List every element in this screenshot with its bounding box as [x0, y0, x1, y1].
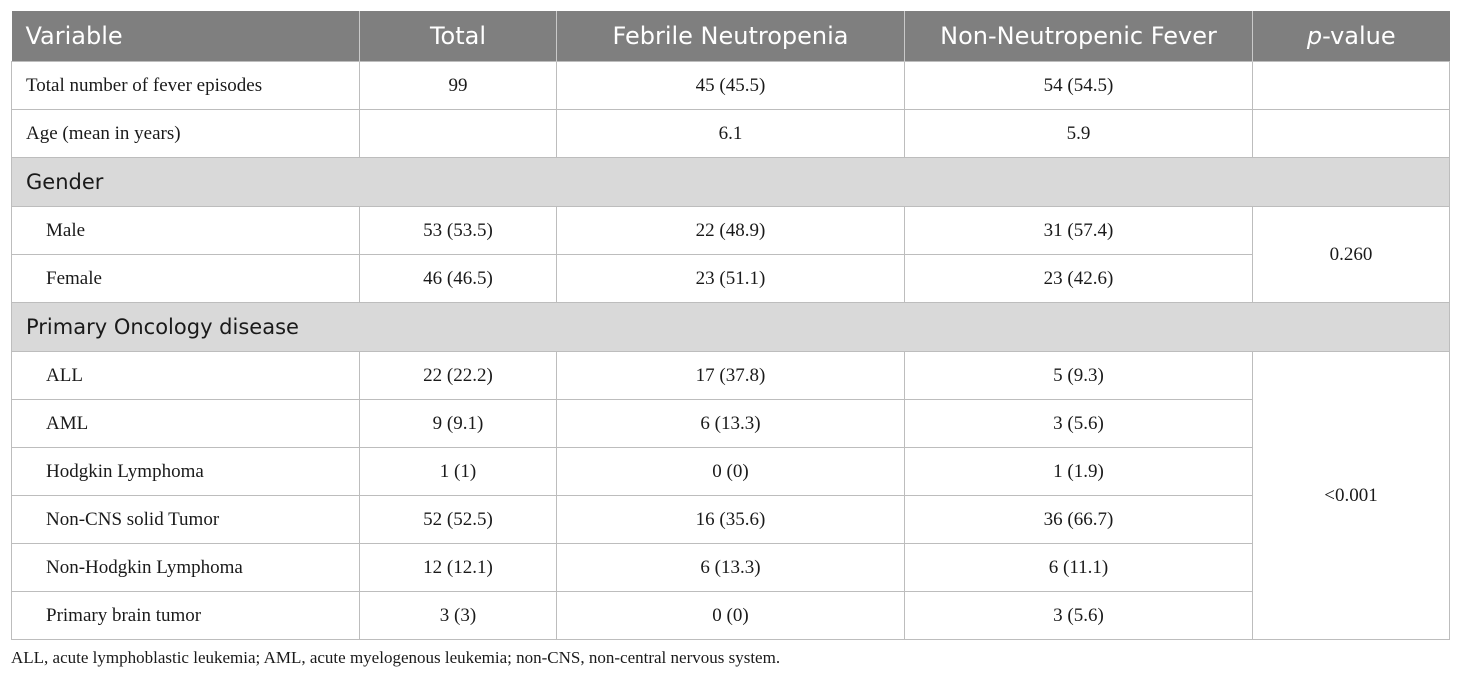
section-title: Primary Oncology disease	[12, 303, 1450, 352]
row-label: Non-Hodgkin Lymphoma	[12, 544, 360, 592]
data-table	[11, 11, 1450, 640]
table-row	[12, 592, 1450, 640]
cell-nnf: 23 (42.6)	[905, 255, 1253, 303]
cell-total: 3 (3)	[360, 592, 557, 640]
section-title: Gender	[12, 158, 1450, 207]
cell-fn: 0 (0)	[557, 592, 905, 640]
cell-fn: 6 (13.3)	[557, 400, 905, 448]
cell-nnf: 6 (11.1)	[905, 544, 1253, 592]
row-label: AML	[12, 400, 360, 448]
cell-nnf: 5 (9.3)	[905, 352, 1253, 400]
col-header-total: Total	[360, 11, 557, 62]
cell-total: 53 (53.5)	[360, 207, 557, 255]
row-label: Female	[12, 255, 360, 303]
cell-fn: 23 (51.1)	[557, 255, 905, 303]
cell-fn: 45 (45.5)	[557, 62, 905, 110]
row-label: ALL	[12, 352, 360, 400]
table-row	[12, 62, 1450, 110]
cell-nnf: 36 (66.7)	[905, 496, 1253, 544]
table-row	[12, 110, 1450, 158]
section-row-gender	[12, 158, 1450, 207]
cell-total: 22 (22.2)	[360, 352, 557, 400]
table-row	[12, 544, 1450, 592]
col-header-p-value	[1253, 11, 1450, 62]
cell-total: 9 (9.1)	[360, 400, 557, 448]
cell-p	[1253, 62, 1450, 110]
cell-nnf: 54 (54.5)	[905, 62, 1253, 110]
cell-fn: 6.1	[557, 110, 905, 158]
row-label: Age (mean in years)	[12, 110, 360, 158]
table-footnote: ALL, acute lymphoblastic leukemia; AML, acute myelogenous leukemia; non-CNS, non-central nervous system.	[11, 648, 781, 667]
col-header-non-neutropenic-fever: Non-Neutropenic Fever	[905, 11, 1253, 62]
cell-total	[360, 110, 557, 158]
p-suffix: -value	[1322, 22, 1396, 50]
cell-nnf: 1 (1.9)	[905, 448, 1253, 496]
cell-fn: 16 (35.6)	[557, 496, 905, 544]
header-row	[12, 11, 1450, 62]
table-row	[12, 255, 1450, 303]
row-label: Primary brain tumor	[12, 592, 360, 640]
cell-total: 46 (46.5)	[360, 255, 557, 303]
section-row-oncology	[12, 303, 1450, 352]
cell-nnf: 3 (5.6)	[905, 400, 1253, 448]
cell-fn: 17 (37.8)	[557, 352, 905, 400]
cell-fn: 0 (0)	[557, 448, 905, 496]
cell-fn: 6 (13.3)	[557, 544, 905, 592]
col-header-variable: Variable	[12, 11, 360, 62]
table-row	[12, 400, 1450, 448]
table-row	[12, 207, 1450, 255]
col-header-febrile-neutropenia: Febrile Neutropenia	[557, 11, 905, 62]
cell-p-gender: 0.260	[1253, 207, 1450, 303]
cell-total: 52 (52.5)	[360, 496, 557, 544]
cell-nnf: 3 (5.6)	[905, 592, 1253, 640]
table-row	[12, 352, 1450, 400]
cell-nnf: 31 (57.4)	[905, 207, 1253, 255]
cell-p	[1253, 110, 1450, 158]
cell-p-oncology: <0.001	[1253, 352, 1450, 640]
table-row	[12, 496, 1450, 544]
table-container	[11, 11, 1449, 640]
row-label: Non-CNS solid Tumor	[12, 496, 360, 544]
cell-total: 99	[360, 62, 557, 110]
p-letter: p	[1306, 22, 1323, 50]
row-label: Hodgkin Lymphoma	[12, 448, 360, 496]
cell-total: 12 (12.1)	[360, 544, 557, 592]
cell-total: 1 (1)	[360, 448, 557, 496]
row-label: Total number of fever episodes	[12, 62, 360, 110]
cell-nnf: 5.9	[905, 110, 1253, 158]
table-row	[12, 448, 1450, 496]
row-label: Male	[12, 207, 360, 255]
cell-fn: 22 (48.9)	[557, 207, 905, 255]
